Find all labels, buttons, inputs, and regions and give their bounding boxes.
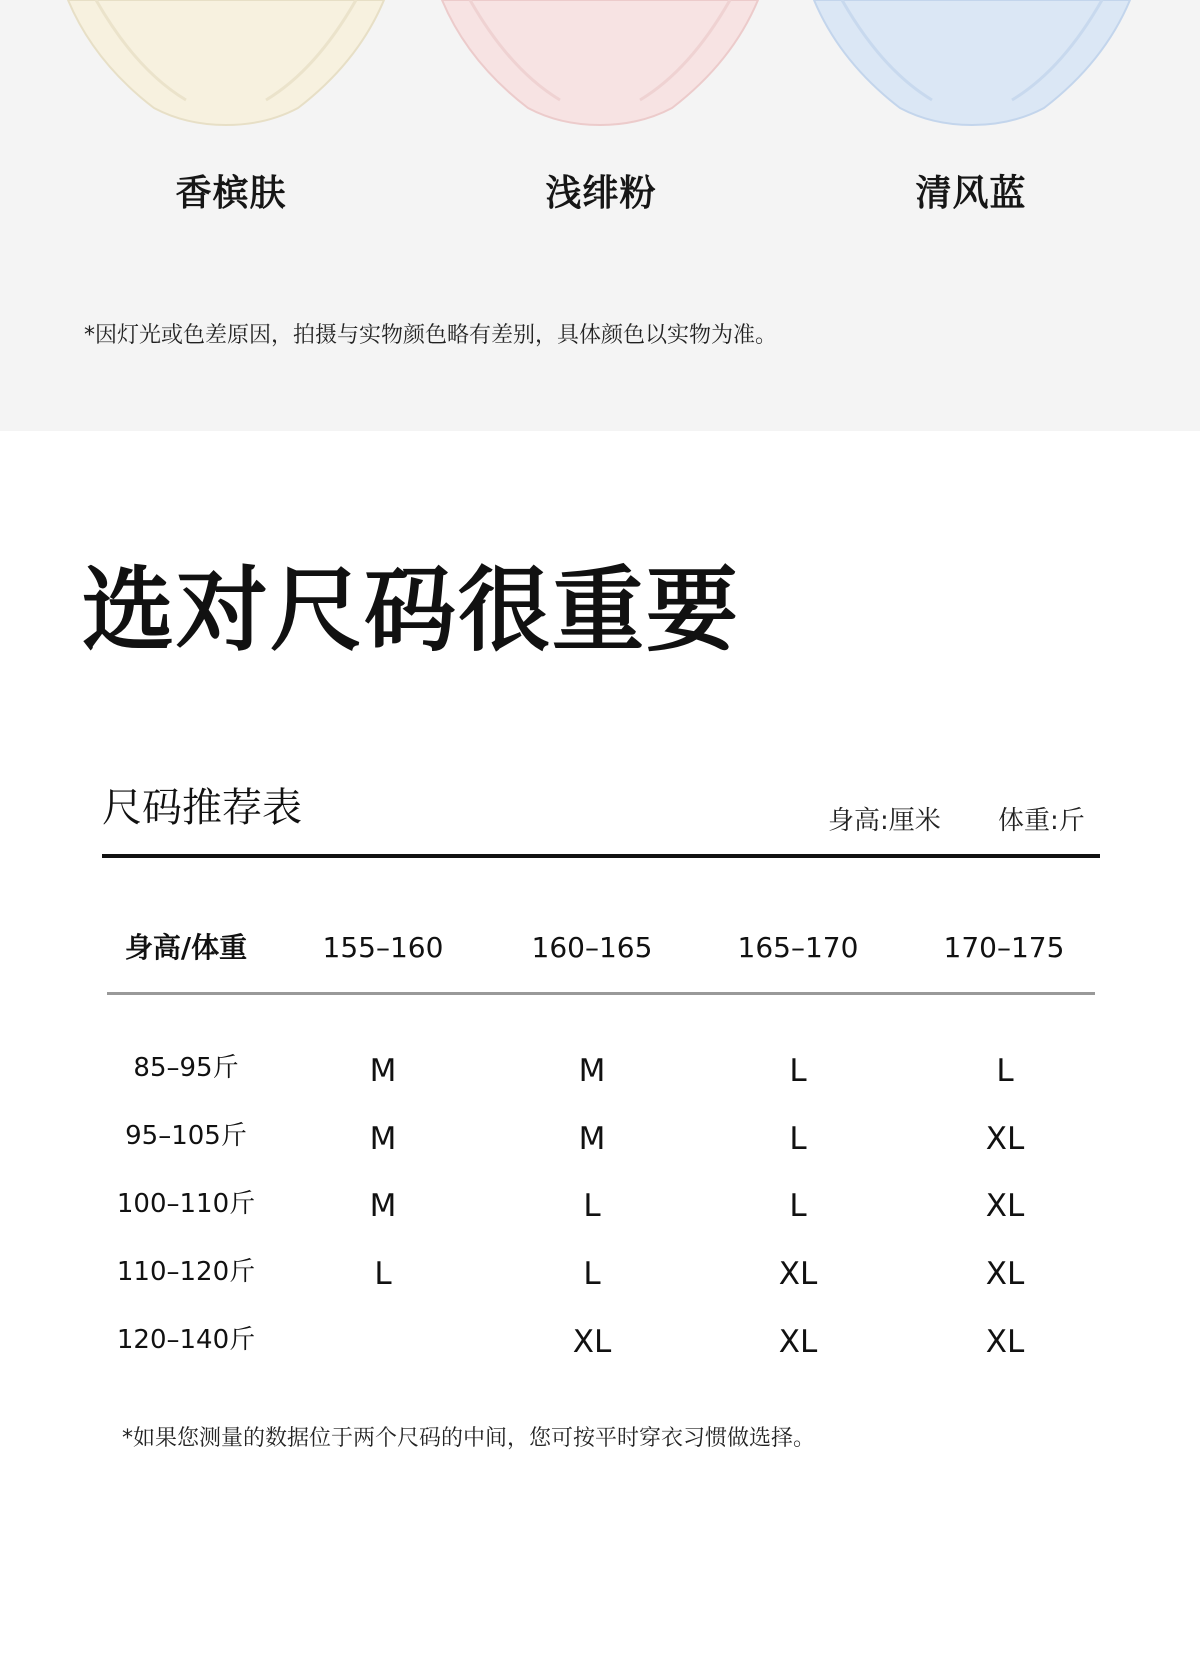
- size-cell: L: [583, 1188, 601, 1224]
- swatch-label-1: 香槟肤: [175, 173, 287, 214]
- size-cell: XL: [778, 1256, 818, 1292]
- column-header: 155–160: [322, 931, 444, 964]
- height-unit-label: 身高:厘米: [828, 806, 941, 836]
- header-divider: [107, 992, 1095, 995]
- table-top-rule: [102, 854, 1100, 858]
- size-cell: L: [789, 1121, 807, 1157]
- color-section: [0, 0, 1200, 431]
- size-cell: XL: [985, 1256, 1025, 1292]
- row-weight-label: 100–110斤: [116, 1189, 256, 1219]
- size-cell: M: [369, 1188, 397, 1224]
- size-cell: XL: [985, 1324, 1025, 1360]
- size-cell: M: [578, 1121, 606, 1157]
- column-header: 160–165: [531, 931, 653, 964]
- color-disclaimer: *因灯光或色差原因，拍摄与实物颜色略有差别，具体颜色以实物为准。: [84, 323, 778, 348]
- size-table-title: 尺码推荐表: [102, 785, 302, 831]
- column-header: 170–175: [943, 931, 1065, 964]
- size-cell: L: [789, 1188, 807, 1224]
- size-cell: L: [583, 1256, 601, 1292]
- row-weight-label: 120–140斤: [116, 1325, 256, 1355]
- swatch-image-3: [812, 0, 1132, 126]
- size-cell: XL: [572, 1324, 612, 1360]
- size-cell: M: [578, 1053, 606, 1089]
- row-weight-label: 85–95斤: [133, 1053, 239, 1083]
- row-weight-label: 110–120斤: [116, 1257, 256, 1287]
- size-advice-note: *如果您测量的数据位于两个尺码的中间，您可按平时穿衣习惯做选择。: [122, 1426, 816, 1451]
- column-header: 165–170: [737, 931, 859, 964]
- swatch-image-1: [66, 0, 386, 126]
- size-cell: M: [369, 1121, 397, 1157]
- size-cell: XL: [778, 1324, 818, 1360]
- swatch-label-3: 清风蓝: [915, 173, 1027, 214]
- corner-header: 身高/体重: [124, 931, 248, 964]
- weight-unit-label: 体重:斤: [998, 806, 1085, 836]
- size-cell: M: [369, 1053, 397, 1089]
- swatch-label-2: 浅绯粉: [545, 173, 657, 214]
- size-cell: XL: [985, 1121, 1025, 1157]
- row-weight-label: 95–105斤: [125, 1121, 247, 1151]
- size-cell: XL: [985, 1188, 1025, 1224]
- size-cell: L: [789, 1053, 807, 1089]
- page-headline: 选对尺码很重要: [82, 557, 741, 664]
- swatch-image-2: [440, 0, 760, 126]
- size-cell: L: [996, 1053, 1014, 1089]
- size-cell: L: [374, 1256, 392, 1292]
